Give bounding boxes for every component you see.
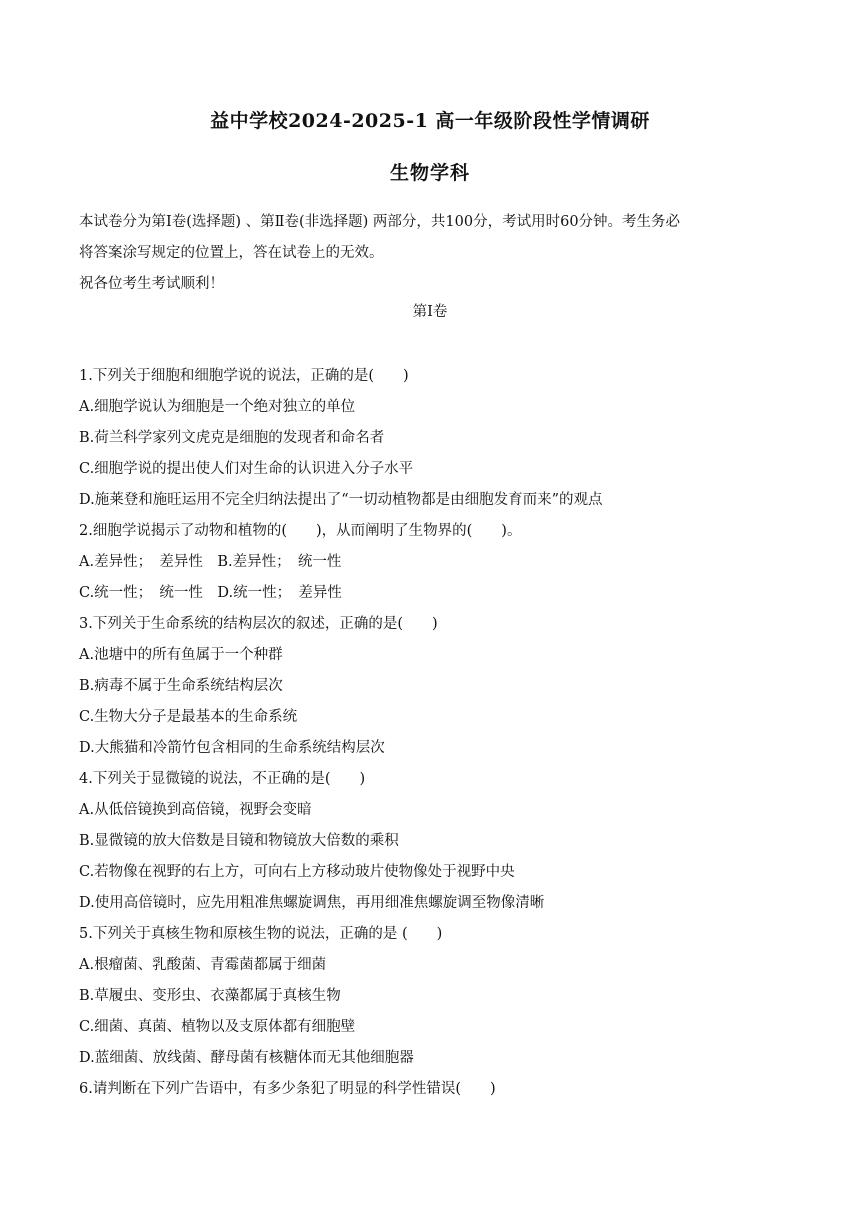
option-d: D.使用高倍镜时，应先用粗准焦螺旋调焦，再用细准焦螺旋调至物像清晰 xyxy=(79,895,545,911)
subject-title: 生物学科 xyxy=(389,162,470,184)
question-stem: 4.下列关于显微镜的说法，不正确的是( ) xyxy=(79,771,366,787)
option-c: C.细胞学说的提出使人们对生命的认识进入分子水平 xyxy=(79,461,414,477)
good-luck-line: 祝各位考生考试顺利！ xyxy=(79,276,224,292)
option-b: B.草履虫、变形虫、衣藻都属于真核生物 xyxy=(79,988,341,1004)
option-a: A.池塘中的所有鱼属于一个种群 xyxy=(79,647,283,663)
question-stem: 5.下列关于真核生物和原核生物的说法，正确的是 ( ) xyxy=(79,926,443,942)
question-stem: 2.细胞学说揭示了动物和植物的( )，从而阐明了生物界的( )。 xyxy=(79,523,522,539)
option-a: A.从低倍镜换到高倍镜，视野会变暗 xyxy=(79,802,312,818)
option-b: B.病毒不属于生命系统结构层次 xyxy=(79,678,283,694)
option-c: C.细菌、真菌、植物以及支原体都有细胞壁 xyxy=(79,1019,356,1035)
option-d: D.施莱登和施旺运用不完全归纳法提出了“一切动植物都是由细胞发育而来”的观点 xyxy=(79,492,603,508)
option-row: A.差异性； 差异性 B.差异性； 统一性 xyxy=(79,554,342,570)
exam-title: 益中学校2024-2025-1 高一年级阶段性学情调研 xyxy=(210,110,650,132)
exam-instructions xyxy=(79,207,785,300)
question-list xyxy=(79,361,785,1105)
section-heading: 第Ⅰ卷 xyxy=(412,304,448,320)
option-c: C.若物像在视野的右上方，可向右上方移动玻片使物像处于视野中央 xyxy=(79,864,515,880)
instructions-line: 将答案涂写规定的位置上，答在试卷上的无效。 xyxy=(79,245,384,261)
option-row: C.统一性； 统一性 D.统一性； 差异性 xyxy=(79,585,342,601)
option-d: D.大熊猫和冷箭竹包含相同的生命系统结构层次 xyxy=(79,740,385,756)
option-b: B.荷兰科学家列文虎克是细胞的发现者和命名者 xyxy=(79,430,385,446)
option-c: C.生物大分子是最基本的生命系统 xyxy=(79,709,298,725)
question-stem: 3.下列关于生命系统的结构层次的叙述，正确的是( ) xyxy=(79,616,438,632)
option-a: A.根瘤菌、乳酸菌、青霉菌都属于细菌 xyxy=(79,957,327,973)
question-stem: 6.请判断在下列广告语中，有多少条犯了明显的科学性错误( ) xyxy=(79,1081,496,1097)
question-stem: 1.下列关于细胞和细胞学说的说法，正确的是( ) xyxy=(79,368,409,384)
option-a: A.细胞学说认为细胞是一个绝对独立的单位 xyxy=(79,399,356,415)
option-b: B.显微镜的放大倍数是目镜和物镜放大倍数的乘积 xyxy=(79,833,399,849)
instructions-line: 本试卷分为第Ⅰ卷(选择题) 、第Ⅱ卷(非选择题) 两部分，共100分，考试用时60分钟。考生务必 xyxy=(79,214,681,230)
option-d: D.蓝细菌、放线菌、酵母菌有核糖体而无其他细胞器 xyxy=(79,1050,414,1066)
